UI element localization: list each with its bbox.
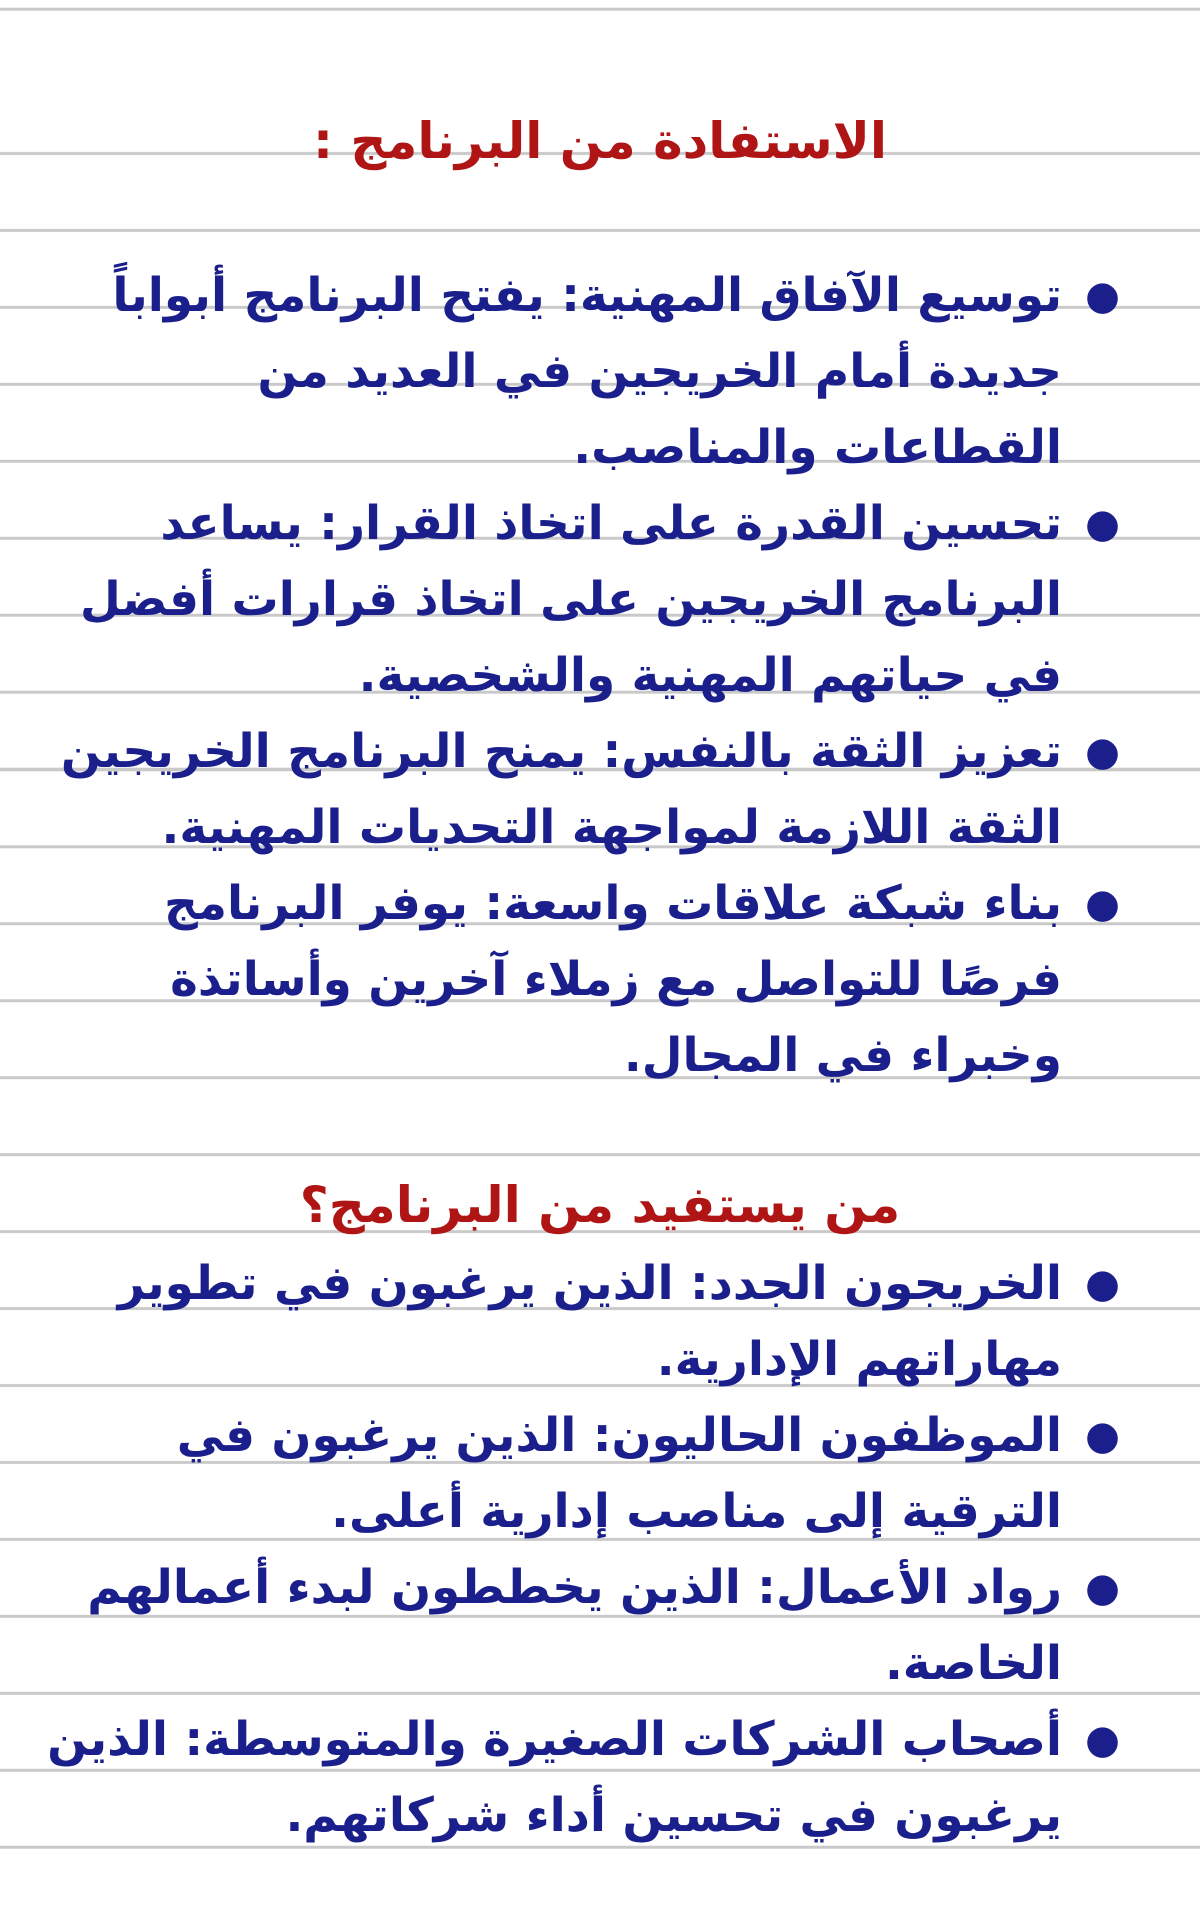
benefits-list bbox=[40, 258, 1120, 1094]
bullet-dot-icon: ● bbox=[1085, 1565, 1120, 1611]
list-item-text: الموظفون الحاليون: الذين يرغبون في الترقية إلى مناصب إدارية أعلى. bbox=[176, 1408, 1062, 1539]
list-item-text: توسيع الآفاق المهنية: يفتح البرنامج أبواباً جديدة أمام الخريجين في العديد من القطاعات والمناصب. bbox=[112, 268, 1062, 475]
bullet-dot-icon: ● bbox=[1085, 501, 1120, 547]
list-item bbox=[40, 1246, 1120, 1398]
list-item-text: رواد الأعمال: الذين يخططون لبدء أعمالهم الخاصة. bbox=[87, 1560, 1062, 1691]
section-heading-beneficiaries-text: من يستفيد من البرنامج؟ bbox=[299, 1176, 901, 1234]
list-item-text: أصحاب الشركات الصغيرة والمتوسطة: الذين يرغبون في تحسين أداء شركاتهم. bbox=[47, 1712, 1062, 1843]
section-heading-beneficiaries bbox=[0, 1168, 1200, 1242]
bullet-dot-icon: ● bbox=[1085, 1413, 1120, 1459]
list-item bbox=[40, 1702, 1120, 1854]
list-item bbox=[40, 866, 1120, 1094]
list-item bbox=[40, 1550, 1120, 1702]
list-item bbox=[40, 486, 1120, 714]
list-item bbox=[40, 714, 1120, 866]
bullet-dot-icon: ● bbox=[1085, 273, 1120, 319]
list-item bbox=[40, 1398, 1120, 1550]
bullet-dot-icon: ● bbox=[1085, 1261, 1120, 1307]
bullet-dot-icon: ● bbox=[1085, 881, 1120, 927]
list-item-text: تعزيز الثقة بالنفس: يمنح البرنامج الخريجين الثقة اللازمة لمواجهة التحديات المهنية. bbox=[60, 724, 1062, 855]
list-item-text: بناء شبكة علاقات واسعة: يوفر البرنامج فرصًا للتواصل مع زملاء آخرين وأساتذة وخبراء في المجال. bbox=[164, 876, 1062, 1083]
beneficiaries-list bbox=[40, 1246, 1120, 1854]
bullet-dot-icon: ● bbox=[1085, 729, 1120, 775]
bullet-dot-icon: ● bbox=[1085, 1717, 1120, 1763]
section-heading-benefits bbox=[0, 104, 1200, 178]
section-heading-benefits-text: الاستفادة من البرنامج : bbox=[312, 112, 888, 170]
list-item-text: تحسين القدرة على اتخاذ القرار: يساعد البرنامج الخريجين على اتخاذ قرارات أفضل في حياتهم المهنية والشخصية. bbox=[79, 496, 1062, 703]
list-item bbox=[40, 258, 1120, 486]
list-item-text: الخريجون الجدد: الذين يرغبون في تطوير مهاراتهم الإدارية. bbox=[117, 1256, 1062, 1387]
